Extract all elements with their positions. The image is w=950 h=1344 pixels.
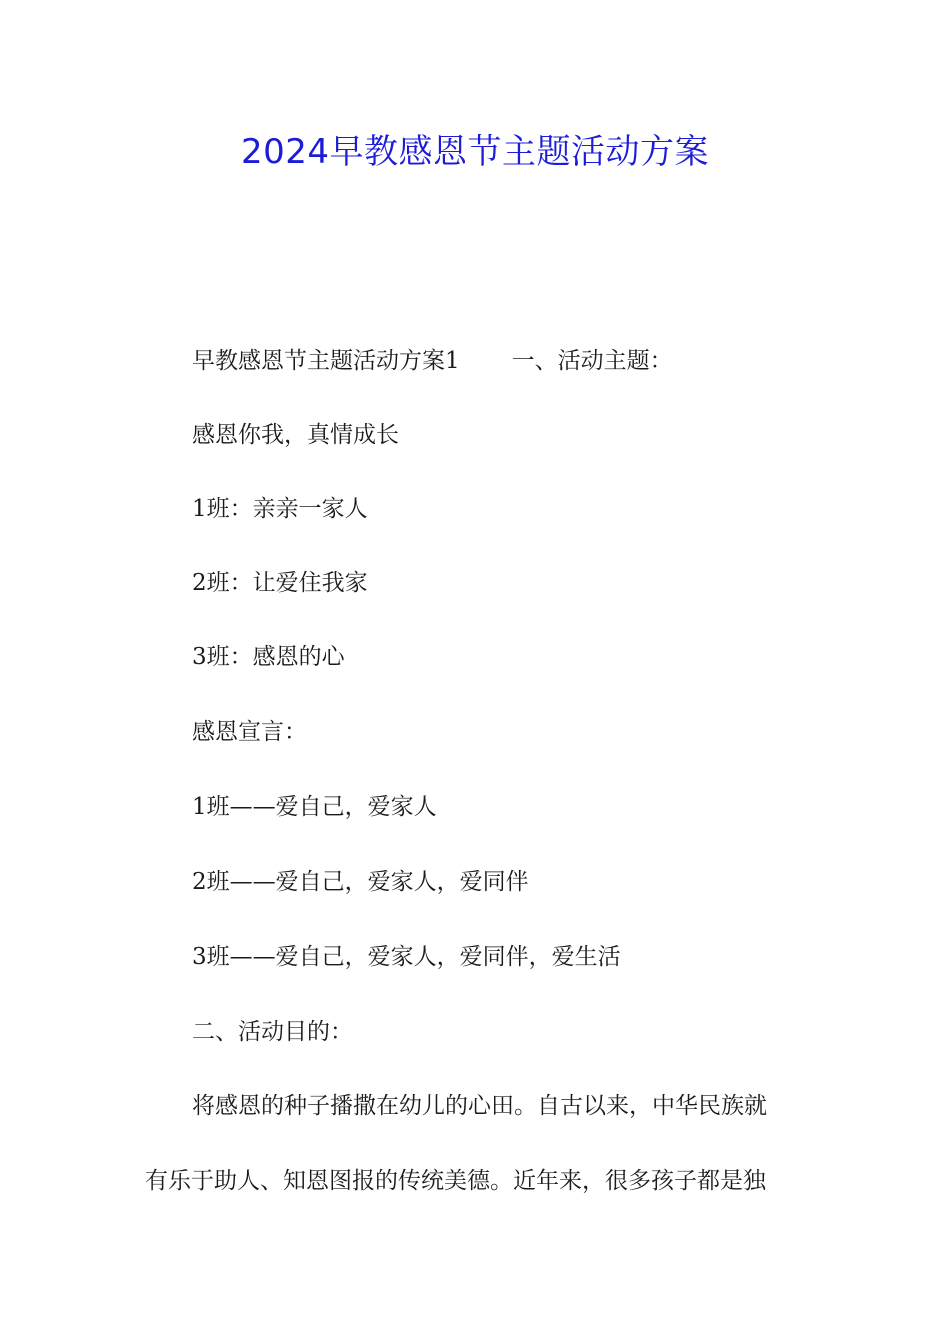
declaration-heading: 感恩宣言： [192,719,307,745]
class-2-theme: 2班：让爱住我家 [192,570,368,596]
purpose-paragraph-line-2: 有乐于助人、知恩图报的传统美德。近年来，很多孩子都是独 [145,1168,766,1194]
section-heading-theme: 一、活动主题： [511,348,673,374]
class-3-theme: 3班：感恩的心 [192,644,345,670]
class-3-declaration: 3班——爱自己，爱家人，爱同伴，爱生活 [192,944,621,970]
section-heading-purpose: 二、活动目的： [192,1019,353,1045]
class-1-declaration: 1班——爱自己，爱家人 [192,794,437,820]
theme-text: 感恩你我，真情成长 [192,422,399,448]
class-2-declaration: 2班——爱自己，爱家人，爱同伴 [192,869,529,895]
plan-heading: 早教感恩节主题活动方案1 [192,348,460,374]
document-title: 2024早教感恩节主题活动方案 [240,132,710,172]
purpose-paragraph-line-1: 将感恩的种子播撒在幼儿的心田。自古以来，中华民族就 [192,1093,767,1119]
plan-heading-line [192,345,673,377]
class-1-theme: 1班：亲亲一家人 [192,496,368,522]
